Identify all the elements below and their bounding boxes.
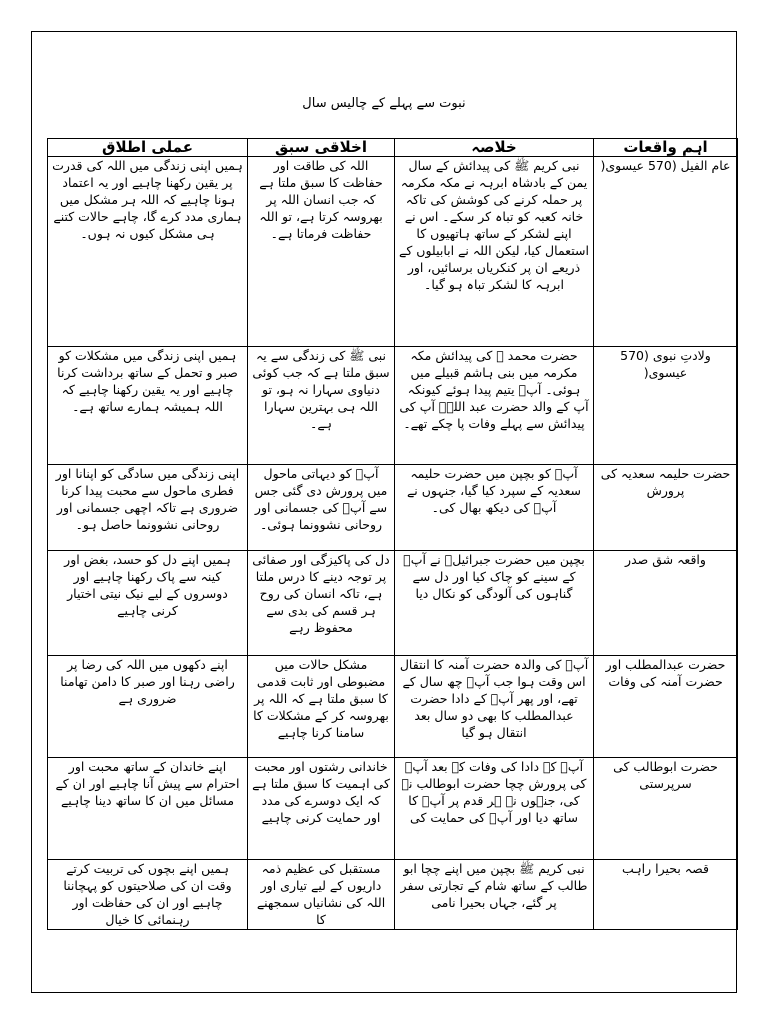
- document-title: نبوت سے پہلے کے چالیس سال: [302, 96, 466, 111]
- cell-application: اپنی زندگی میں سادگی کو اپنانا اور فطری ماحول سے محبت پیدا کرنا ضروری ہے تاکہ اچھی جسمانی اور روحانی نشوونما حاصل ہو۔: [48, 465, 248, 551]
- cell-application: ہمیں اپنے بچوں کی تربیت کرتے وقت ان کی صلاحیتوں کو پہچاننا چاہیے اور ان کی حفاظت اور رہنمائی کا خیال: [48, 860, 248, 930]
- cell-lesson: نبی ﷺ کی زندگی سے یہ سبق ملتا ہے کہ جب کوئی دنیاوی سہارا نہ ہو، تو اللہ ہی بہترین سہارا ہے۔: [248, 347, 395, 465]
- cell-lesson: اللہ کی طاقت اور حفاظت کا سبق ملتا ہے کہ جب انسان اللہ پر بھروسہ کرتا ہے، تو اللہ حفاظت فرماتا ہے۔: [248, 157, 395, 347]
- cell-lesson: خاندانی رشتوں اور محبت کی اہمیت کا سبق ملتا ہے کہ ایک دوسرے کی مدد اور حمایت کرنی چاہیے: [248, 758, 395, 860]
- cell-lesson: آپؐ کو دیہاتی ماحول میں پرورش دی گئی جس سے آپؐ کی جسمانی اور روحانی نشوونما ہوئی۔: [248, 465, 395, 551]
- cell-lesson: دل کی پاکیزگی اور صفائی پر توجہ دینے کا درس ملتا ہے، تاکہ انسان کی روح ہر قسم کی بدی سے محفوظ رہے: [248, 551, 395, 656]
- cell-event: واقعہ شق صدر: [594, 551, 738, 656]
- cell-application: ہمیں اپنے دل کو حسد، بغض اور کینہ سے پاک رکھنا چاہیے اور دوسروں کے لیے نیک نیتی اختیار کرنی چاہیے: [48, 551, 248, 656]
- cell-event: حضرت ابوطالب کی سرپرستی: [594, 758, 738, 860]
- table-row: [48, 656, 738, 758]
- cell-application: ہمیں اپنی زندگی میں مشکلات کو صبر و تحمل کے ساتھ برداشت کرنا چاہیے اور یہ یقین رکھنا چاہیے کہ اللہ ہمیشہ ہمارے ساتھ ہے۔: [48, 347, 248, 465]
- cell-application: ہمیں اپنی زندگی میں اللہ کی قدرت پر یقین رکھنا چاہیے اور یہ اعتماد ہونا چاہیے کہ اللہ ہر مشکل میں ہماری مدد کرے گا، چاہے حالات کتنے ہی مشکل کیوں نہ ہوں۔: [48, 157, 248, 347]
- cell-event: عام الفیل (570 عیسوی(: [594, 157, 738, 347]
- header-summary: خلاصہ: [395, 139, 594, 157]
- cell-lesson: مشکل حالات میں مضبوطی اور ثابت قدمی کا سبق ملتا ہے کہ اللہ پر بھروسہ کر کے مشکلات کا سامنا کرنا چاہیے: [248, 656, 395, 758]
- cell-summary: نبی کریم ﷺ کی پیدائش کے سال یمن کے بادشاہ ابرہہ نے مکہ مکرمہ پر حملہ کرنے کی کوشش کی تاکہ خانہ کعبہ کو تباہ کر سکے۔ اس نے اپنے لشکر کے ساتھ ہاتھیوں کا استعمال کیا، لیکن اللہ نے ابابیلوں کے ذریعے ان پر کنکریاں برسائیں، اور ابرہہ کا لشکر تباہ ہو گیا۔: [395, 157, 594, 347]
- cell-summary: بچپن میں حضرت جبرائیلؑ نے آپؐ کے سینے کو چاک کیا اور دل سے گناہوں کی آلودگی کو نکال دیا: [395, 551, 594, 656]
- cell-summary: نبی کریم ﷺ بچپن میں اپنے چچا ابو طالب کے ساتھ شام کے تجارتی سفر پر گئے، جہاں بحیرا نامی: [395, 860, 594, 930]
- cell-summary: حضرت محمد ﷺ کی پیدائش مکہ مکرمہ میں بنی ہاشم قبیلے میں ہوئی۔ آپؐ یتیم پیدا ہوئے کیونکہ آپ کے والد حضرت عبد اللہؓ آپ کی پیدائش سے پہلے وفات پا چکے تھے۔: [395, 347, 594, 465]
- events-table: [47, 138, 738, 930]
- cell-summary: آپؐ کو بچپن میں حضرت حلیمہ سعدیہ کے سپرد کیا گیا، جنہوں نے آپؐ کی دیکھ بھال کی۔: [395, 465, 594, 551]
- cell-application: اپنے دکھوں میں اللہ کی رضا پر راضی رہنا اور صبر کا دامن تھامنا ضروری ہے: [48, 656, 248, 758]
- cell-event: حضرت حلیمہ سعدیہ کی پرورش: [594, 465, 738, 551]
- header-practical-application: عملی اطلاق: [48, 139, 248, 157]
- cell-event: قصہ بحیرا راہب: [594, 860, 738, 930]
- cell-lesson: مستقبل کی عظیم ذمہ داریوں کے لیے تیاری اور اللہ کی نشانیاں سمجھنے کا: [248, 860, 395, 930]
- header-events: اہم واقعات: [594, 139, 738, 157]
- cell-event: حضرت عبدالمطلب اور حضرت آمنہ کی وفات: [594, 656, 738, 758]
- table-row: [48, 465, 738, 551]
- document-page: [31, 31, 737, 993]
- table-row: [48, 758, 738, 860]
- table-row: [48, 551, 738, 656]
- header-moral-lesson: اخلاقی سبق: [248, 139, 395, 157]
- cell-summary: آپؐ کے دادا کی وفات کے بعد آپؐ کی پرورش چچا حضرت ابوطالب نے کی، جنہوں نے ہر قدم پر آپؐ کا ساتھ دیا اور آپؐ کی حمایت کی: [395, 758, 594, 860]
- table-header-row: [48, 139, 738, 157]
- cell-event: ولادتِ نبوی (570 عیسوی(: [594, 347, 738, 465]
- cell-summary: آپؐ کی والدہ حضرت آمنہ کا انتقال اس وقت ہوا جب آپؐ چھ سال کے تھے، اور پھر آپؐ کے دادا حضرت عبدالمطلب کا بھی دو سال بعد انتقال ہو گیا: [395, 656, 594, 758]
- cell-application: اپنے خاندان کے ساتھ محبت اور احترام سے پیش آنا چاہیے اور ان کے مسائل میں ان کا ساتھ دینا چاہیے: [48, 758, 248, 860]
- table-row: [48, 860, 738, 930]
- table-row: [48, 347, 738, 465]
- table-row: [48, 157, 738, 347]
